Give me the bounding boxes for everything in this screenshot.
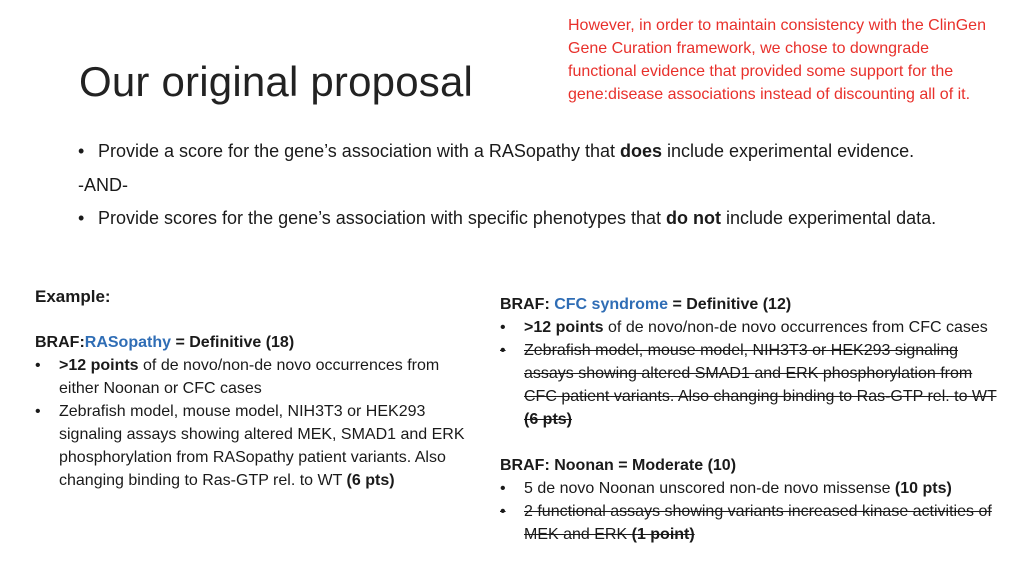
bullet-dot: •	[35, 357, 41, 374]
example-left-column	[35, 285, 465, 492]
bullet-score-phenotypes	[78, 206, 998, 230]
braf-cfc-title: BRAF: CFC syndrome = Definitive (12)	[500, 296, 792, 313]
and-separator: -AND-	[78, 175, 128, 195]
list-item: • >12 points of de novo/non-de novo occurrences from CFC cases	[500, 316, 1000, 339]
bullet-dot: •	[78, 141, 85, 161]
bullet-dot: •	[500, 480, 506, 497]
braf-noonan-title: BRAF: Noonan = Moderate (10)	[500, 457, 737, 474]
bullet2-bold: do not	[665, 208, 721, 228]
example-heading: Example:	[35, 287, 111, 306]
rasopathy-label: RASopathy	[84, 334, 171, 351]
bullet-dot: •	[500, 319, 506, 336]
list-item-struck: • Zebrafish model, mouse model, NIH3T3 or HEK293 signaling assays showing altered SMAD1 and ERK phosphorylation from CFC patient variants. Also changing binding to Ras-GTP rel. to WT (6 pts)	[500, 339, 1000, 431]
bullet-score-rasopathy	[78, 139, 998, 163]
main-bullets	[78, 139, 998, 230]
example-right-column	[500, 293, 1000, 546]
bullet1-bold: does	[619, 141, 662, 161]
cfc-syndrome-label: CFC syndrome	[554, 296, 669, 313]
page-title: Our original proposal	[79, 58, 474, 105]
bullet-dot: •	[78, 208, 85, 228]
bullet-dot: •	[35, 403, 41, 420]
list-item: • Zebrafish model, mouse model, NIH3T3 or HEK293 signaling assays showing altered MEK, SMAD1 and ERK phosphorylation from RASopathy patient variants. Also changing binding to Ras-GTP rel. to WT (6 pts)	[35, 400, 465, 492]
bullet1-post: include experimental evidence.	[661, 141, 915, 161]
list-item: • 5 de novo Noonan unscored non-de novo missense (10 pts)	[500, 477, 1000, 500]
bullet1-text: Provide a score for the gene’s association with a RASopathy that	[98, 141, 620, 161]
list-item: • >12 points of de novo/non-de novo occurrences from either Noonan or CFC cases	[35, 354, 465, 400]
list-item-struck: • 2 functional assays showing variants increased kinase activities of MEK and ERK (1 point)	[500, 500, 1000, 546]
red-note: However, in order to maintain consistency with the ClinGen Gene Curation framework, we chose to downgrade functional evidence that provided some support for the gene:disease associations instead of discounting all of it.	[568, 17, 986, 103]
braf-rasopathy-title: BRAF:RASopathy = Definitive (18)	[35, 334, 295, 351]
bullet-dot: •	[500, 342, 506, 359]
bullet2-text: Provide scores for the gene’s association with specific phenotypes that	[98, 208, 666, 228]
bullet2-post: include experimental data.	[720, 208, 937, 228]
bullet-dot: •	[500, 503, 506, 520]
